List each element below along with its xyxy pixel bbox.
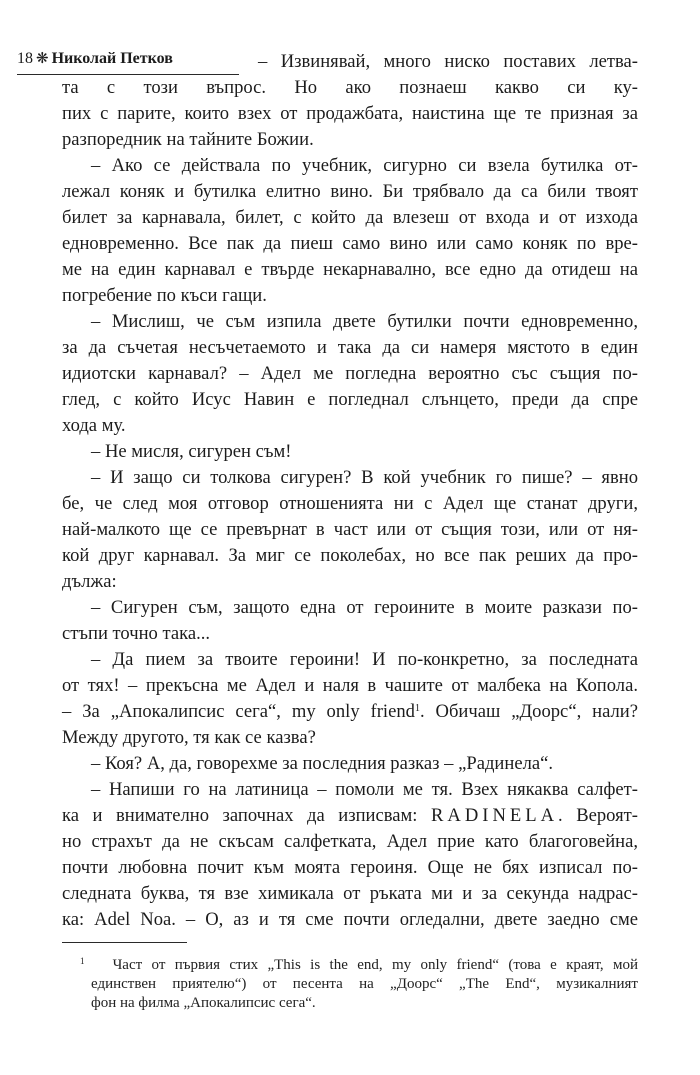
footnote-line: единствен приятелю“) от песента на „Доорс“ „The End“, музикалният	[91, 976, 638, 992]
text-line: ка: Adel Noa. – О, аз и тя сме почти огледални, двете заедно сме	[62, 909, 638, 930]
text-line: разпоредник на тайните Божии.	[62, 129, 314, 150]
text-line: – И защо си толкова сигурен? В кой учебник го пише? – явно	[91, 467, 638, 488]
text-segment: . Вероят-	[558, 805, 638, 826]
text-line	[62, 701, 638, 723]
author-name: Николай Петков	[51, 50, 173, 67]
text-line: – Ако се действала по учебник, сигурно си взела бутилка от-	[91, 155, 638, 176]
text-line: – Напиши го на латиница – помоли ме тя. Взех някаква салфет-	[91, 779, 638, 800]
text-line: та с този въпрос. Но ако познаеш какво си ку-	[62, 77, 638, 98]
text-line: – Да пием за твоите героини! И по-конкретно, за последната	[91, 649, 638, 670]
text-line: – Не мисля, сигурен съм!	[91, 441, 292, 462]
text-line: от тях! – прекъсна ме Адел и наля в чашите от малбека на Копола.	[62, 675, 638, 696]
footnote-number: 1	[80, 956, 85, 966]
footnote-line	[80, 956, 638, 974]
text-line	[62, 805, 638, 827]
footnote-reference[interactable]: 1	[414, 703, 420, 714]
spaced-name: RADINELA	[431, 805, 559, 826]
text-line: следната буква, тя взе химикала от ръката ми и за секунда надрас-	[62, 883, 638, 904]
text-line: – Сигурен съм, защото една от героините в моите разкази по-	[91, 597, 638, 618]
text-line: билет за карнавала, билет, с който да влезеш от входа и от изхода	[62, 207, 638, 228]
text-line: бе, че след моя отговор отношенията ни с Адел ще станат други,	[62, 493, 638, 514]
text-segment: . Обичаш „Доорс“, нали?	[419, 701, 639, 722]
text-line: за да съчетая несъчетаемото и така да си намеря мястото в един	[62, 337, 638, 358]
text-line: едновременно. Все пак да пиеш само вино или само коняк по вре-	[62, 233, 638, 254]
text-line: кой друг карнавал. За миг се поколебах, но все пак реших да про-	[62, 545, 638, 566]
footnote-text: Част от първия стих „This is the end, my only friend“ (това е краят, мой	[112, 957, 638, 973]
text-line: но страхът да не скъсам салфетката, Адел прие като благоговейна,	[62, 831, 638, 852]
text-line: лежал коняк и бутилка елитно вино. Би трябвало да са били твоят	[62, 181, 638, 202]
footnote-divider	[62, 942, 187, 943]
text-line: пих с парите, които взех от продажбата, наистина ще те призная за	[62, 103, 638, 124]
text-line: ме на един карнавал е твърде некарнавално, все едно да отидеш на	[62, 259, 638, 280]
text-line: погребение по къси гащи.	[62, 285, 267, 306]
text-line: почти любовна почит към моята героиня. Още не бях изписал по-	[62, 857, 638, 878]
text-line: глед, с който Исус Навин е погледнал слънцето, преди да спре	[62, 389, 638, 410]
text-line: Между другото, тя как се казва?	[62, 727, 316, 748]
footnote-line: фон на филма „Апокалипсис сега“.	[91, 995, 316, 1011]
text-line: хода му.	[62, 415, 126, 436]
text-line: – Извинявай, много ниско поставих летва-	[258, 51, 638, 72]
text-line: стъпи точно така...	[62, 623, 211, 644]
text-line: най-малкото ще се превърнат в част или от същия този, или от ня-	[62, 519, 638, 540]
text-segment: – За „Апокалипсис сега“, my only friend	[62, 701, 415, 722]
text-line: дължа:	[62, 571, 117, 592]
text-line: идиотски карнавал? – Адел ме погледна вероятно със същия по-	[62, 363, 638, 384]
text-segment: ка и внимателно започнах да изписвам:	[62, 805, 432, 826]
text-line: – Мислиш, че съм изпила двете бутилки почти едновременно,	[91, 311, 638, 332]
separator-ornament: ❋	[36, 51, 49, 67]
page-number: 18	[17, 50, 33, 67]
text-line: – Коя? А, да, говорехме за последния разказ – „Радинела“.	[91, 753, 554, 774]
